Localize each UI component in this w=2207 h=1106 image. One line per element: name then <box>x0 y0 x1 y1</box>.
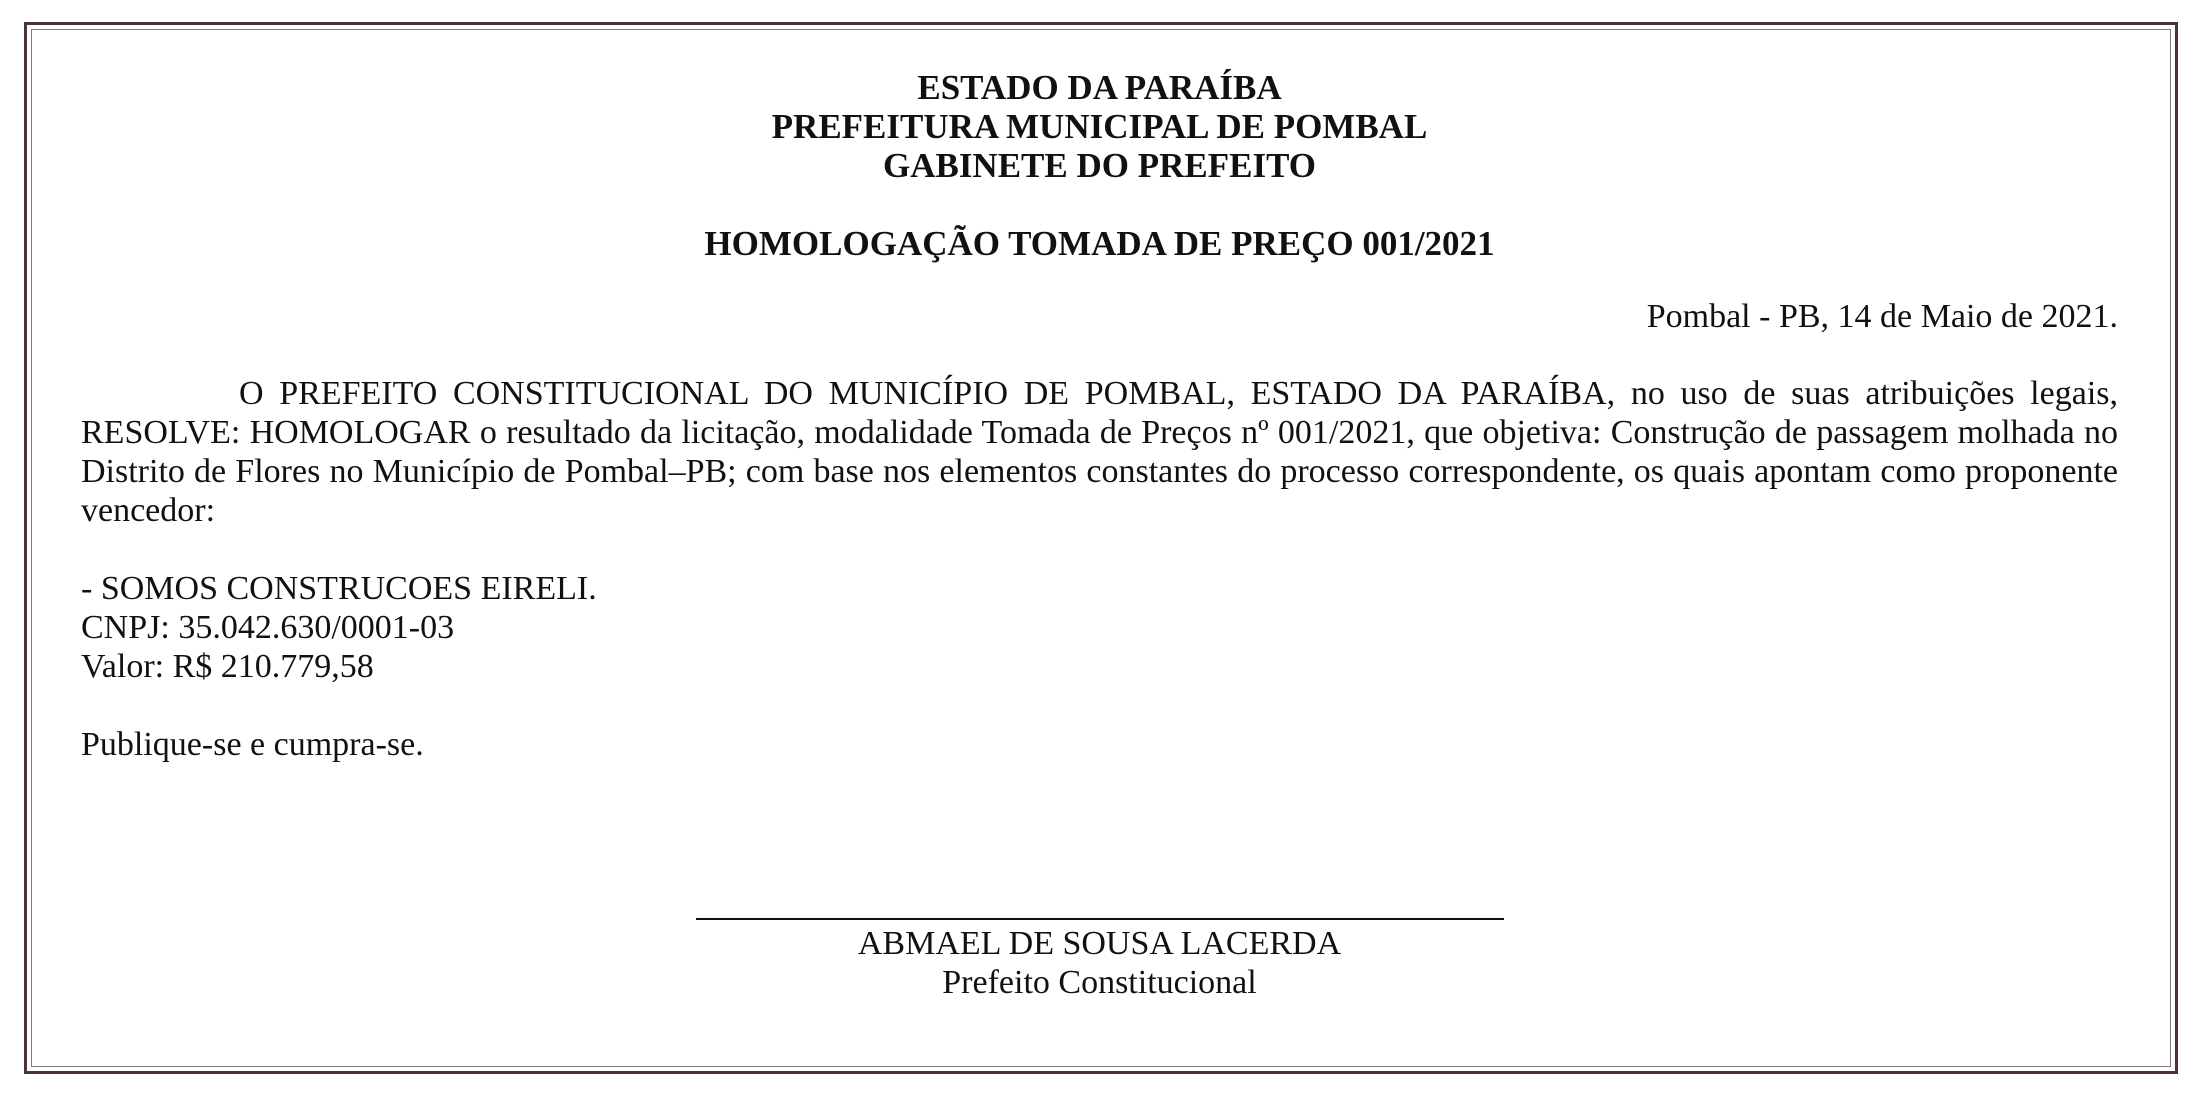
document-header <box>81 68 2118 185</box>
signature-block <box>81 918 2118 1002</box>
winner-block <box>81 569 2118 686</box>
signature-name: ABMAEL DE SOUSA LACERDA <box>857 925 1342 962</box>
document-title: HOMOLOGAÇÃO TOMADA DE PREÇO 001/2021 <box>704 224 1495 263</box>
date-line: Pombal - PB, 14 de Maio de 2021. <box>1646 298 2118 335</box>
header-prefecture: PREFEITURA MUNICIPAL DE POMBAL <box>771 107 1428 146</box>
document-body <box>81 68 2118 1001</box>
signature-line <box>696 918 1504 920</box>
header-office: GABINETE DO PREFEITO <box>882 146 1317 185</box>
signature-role: Prefeito Constitucional <box>942 964 1257 1001</box>
header-state: ESTADO DA PARAÍBA <box>917 68 1282 107</box>
closing-line: Publique-se e cumpra-se. <box>81 726 424 763</box>
body-paragraph: O PREFEITO CONSTITUCIONAL DO MUNICÍPIO DE POMBAL, ESTADO DA PARAÍBA, no uso de suas atribuições legais, RESOLVE: HOMOLOGAR o resultado da licitação, modalidade Tomada de Preços nº 001/2021, que objetiva: Construção de passagem molhada no Distrito de Flores no Município de Pombal–PB; com base nos elementos constantes do processo correspondente, os quais apontam como proponente vencedor: <box>81 375 2118 529</box>
winner-cnpj: CNPJ: 35.042.630/0001-03 <box>81 609 455 646</box>
winner-value: Valor: R$ 210.779,58 <box>81 648 374 685</box>
winner-company: - SOMOS CONSTRUCOES EIRELI. <box>81 570 597 607</box>
